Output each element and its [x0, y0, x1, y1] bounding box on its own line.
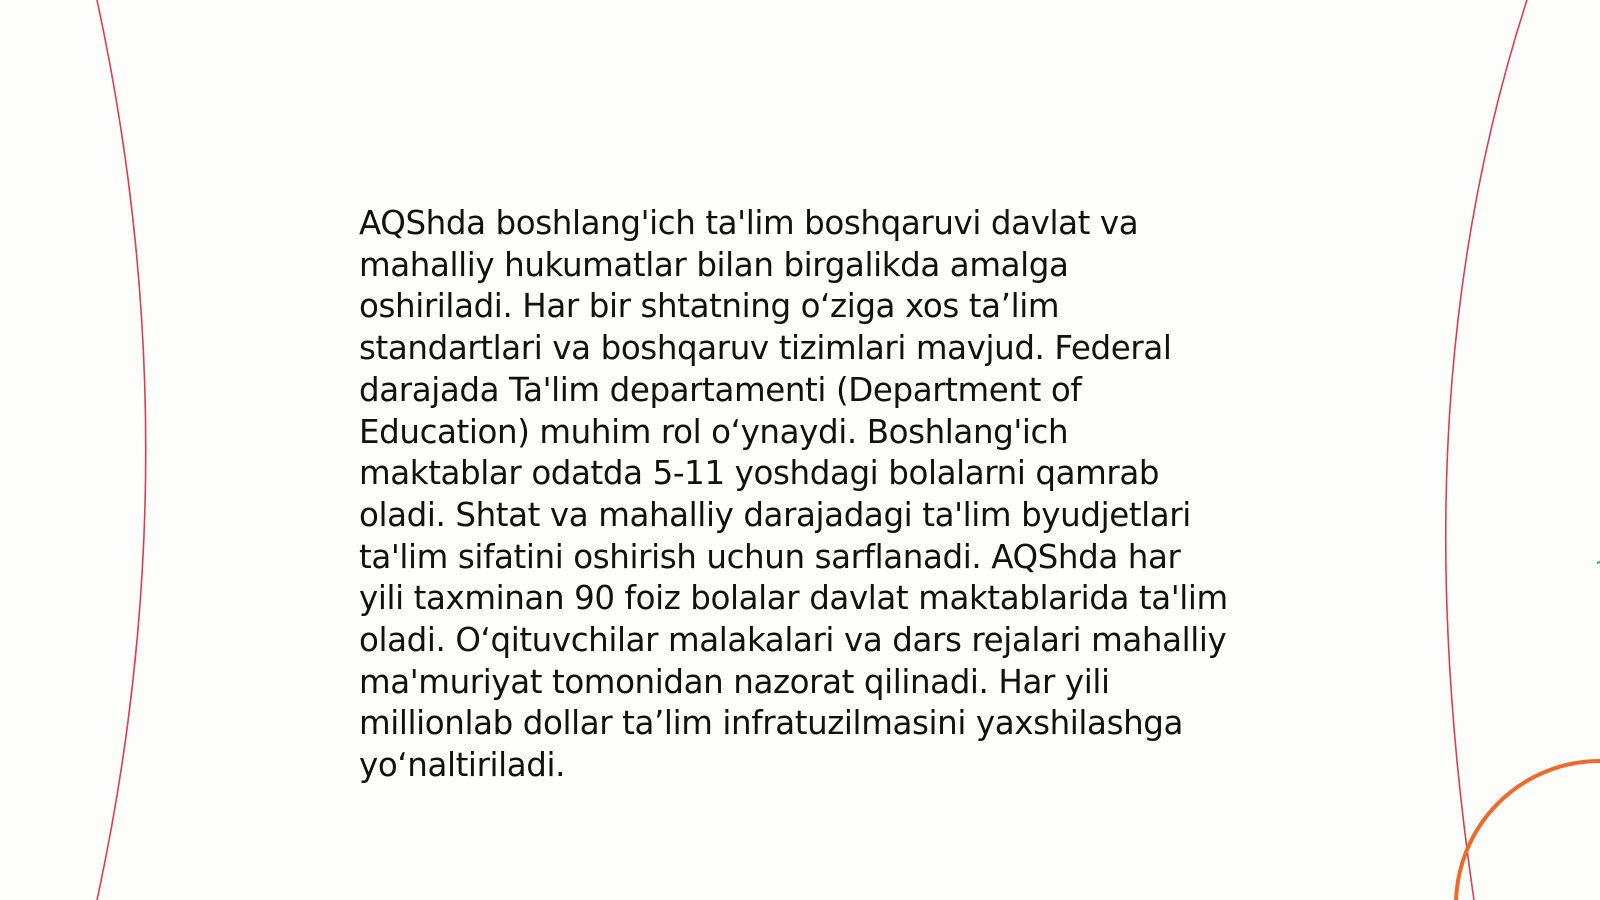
right-curve-line: [1446, 0, 1527, 900]
left-curve-line: [97, 0, 146, 900]
orange-arc: [1456, 761, 1600, 900]
slide-body-text: AQShda boshlang'ich ta'lim boshqaruvi davlat va mahalliy hukumatlar bilan birgalikda amalga oshiriladi. Har bir shtatning o‘ziga xos ta’lim standartlari va boshqaruv tizimlari mavjud. Federal darajada Ta'lim departamenti (Department of Education) muhim rol o‘ynaydi. Boshlang'ich maktablar odatda 5-11 yoshdagi bolalarni qamrab oladi. Shtat va mahalliy darajadagi ta'lim byudjetlari ta'lim sifatini oshirish uchun sarflanadi. AQShda har yili taxminan 90 foiz bolalar davlat maktablarida ta'lim oladi. O‘qituvchilar malakalari va dars rejalari mahalliy ma'muriyat tomonidan nazorat qilinadi. Har yili millionlab dollar ta’lim infratuzilmasini yaxshilashga yo‘naltiriladi.: [359, 204, 1228, 785]
